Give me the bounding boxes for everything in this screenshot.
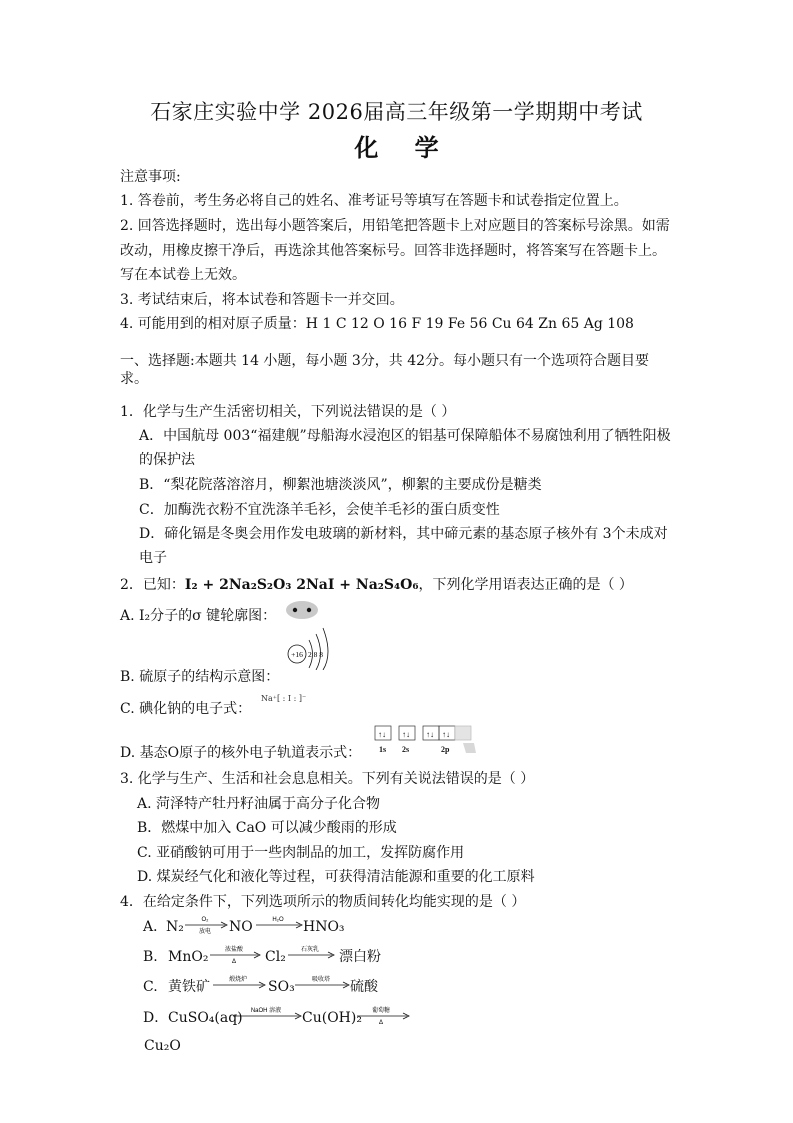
q4-a-species-3: HNO₃ [303,919,345,935]
q2-option-b: B. 硫原子的结构示意图： [120,669,280,685]
q4-b-species-1: MnO₂ [168,949,209,965]
q4-a-species-1: N₂ [166,919,184,935]
q4-c-reagent-2: 吸收塔 [311,977,331,983]
q4-d-arrow-1 [232,1003,302,1025]
q4-d-arrow-2 [356,1003,410,1025]
q4-d-species-1: CuSO₄(aq) [168,1010,243,1026]
q4-a-reagent-1: O₂ [201,917,209,923]
notice-item-2-cont: 改动，用橡皮擦干净后，再选涂其他答案标号。回答非选择题时，将答案写在答题卡上。 [120,243,666,259]
q2-equation: I₂ + 2Na₂S₂O₃ 2NaI + Na₂S₄O₆ [184,577,419,593]
q1-stem: 1．化学与生产生活密切相关，下列说法错误的是（ ） [120,404,456,420]
q4-a-arrow-1 [184,912,228,934]
q2-option-a: A. I₂分子的σ 键轮廓图： [120,608,277,624]
notice-item-4: 4. 可能用到的相对原子质量：H 1 C 12 O 16 F 19 Fe 56 Cu 64 Zn 65 Ag 108 [120,316,634,332]
svg-text:↑↓: ↑↓ [442,730,450,739]
q4-option-d-label: D． [143,1010,169,1026]
q4-b-arrow-1 [209,942,261,964]
notice-item-2: 2. 回答选择题时，选出每小题答案后，用铅笔把答题卡上对应题目的答案标号涂黑。如需 [120,218,670,234]
notice-item-2-cont2: 写在本试卷上无效。 [120,267,246,283]
q1-option-a-cont: 的保护法 [139,452,195,468]
q4-d-species-3: Cu₂O [144,1038,181,1054]
q4-option-b-label: B. [143,949,158,965]
q4-option-c-label: C. [143,979,158,995]
sulfur-shell-electrons: 2 8 8 [308,650,323,659]
sodium-iodide-formula: Na⁺[ : I : ]⁻ [261,694,307,703]
q4-b-species-2: Cl₂ [265,949,286,965]
q2-suffix: ，下列化学用语表达正确的是（ ） [418,577,633,593]
q4-b-condition-1: Δ [231,959,237,964]
orbital-label-2p: 2p [441,745,450,754]
notice-heading: 注意事项: [120,169,181,185]
q3-option-b: B．燃煤中加入 CaO 可以减少酸雨的形成 [137,820,397,836]
q3-option-c: C. 亚硝酸钠可用于一些肉制品的加工，发挥防腐作用 [137,845,465,861]
q4-option-a-label: A． [143,919,168,935]
q4-d-species-2: Cu(OH)₂ [302,1010,362,1026]
q4-d-condition-2: Δ [378,1020,384,1025]
sulfur-nucleus-label: +16 [291,650,303,659]
sigma-bond-diagram [284,600,320,620]
q4-d-reagent-1: NaOH 溶液 [250,1008,282,1014]
q2-option-c: C. 碘化钠的电子式： [120,701,252,717]
q4-a-reagent-2: H₂O [272,917,284,923]
q3-option-d: D. 煤炭经气化和液化等过程，可获得清洁能源和重要的化工原料 [137,869,535,885]
q4-stem: 4．在给定条件下，下列选项所示的物质间转化均能实现的是（ ） [120,894,526,910]
svg-text:↑↓: ↑↓ [378,730,386,739]
q4-c-reagent-1: 煅烧炉 [228,977,248,983]
q4-c-species-1: 黄铁矿 [168,979,210,995]
q1-option-d: D．碲化镉是冬奥会用作发电玻璃的新材料，其中碲元素的基态原子核外有 3个未成对 [139,526,668,542]
q2-prefix: 2．已知： [120,577,185,593]
orbital-label-1s: 1s [379,745,387,754]
notice-item-1: 1. 答卷前，考生务必将自己的姓名、准考证号等填写在答题卡和试卷指定位置上。 [120,193,628,209]
q1-option-b: B．“梨花院落溶溶月，柳絮池塘淡淡风”，柳絮的主要成份是糖类 [139,477,542,493]
q4-a-species-2: NO [229,919,253,935]
q4-b-reagent-2: 石灰乳 [300,947,320,953]
svg-text:↑↓: ↑↓ [402,730,410,739]
orbital-label-2s: 2s [402,745,410,754]
section-heading-cont: 求。 [120,371,148,387]
q4-b-species-3: 漂白粉 [339,949,381,965]
q3-stem: 3. 化学与生产、生活和社会息息相关。下列有关说法错误的是（ ） [120,771,535,787]
q4-b-arrow-2 [287,942,335,964]
exam-title: 石家庄实验中学 2026届高三年级第一学期期中考试 [150,100,643,124]
q3-option-a: A. 菏泽特产牡丹籽油属于高分子化合物 [137,796,381,812]
q4-d-reagent-2: 葡萄糖 [371,1008,391,1014]
q1-option-c: C．加酶洗衣粉不宜洗涤羊毛衫，会使羊毛衫的蛋白质变性 [139,502,500,518]
q1-option-d-cont: 电子 [139,550,167,566]
oxygen-orbital-diagram [374,725,480,757]
q4-a-arrow-2 [255,912,303,934]
q4-b-reagent-1: 浓盐酸 [224,947,244,953]
q2-option-d: D. 基态O原子的核外电子轨道表示式： [120,745,362,761]
sulfur-atom-diagram [285,626,335,670]
q4-c-arrow-2 [294,972,350,994]
subject-title: 化 学 [354,133,453,162]
section-heading: 一、选择题:本题共 14 小题，每小题 3分，共 42分。每小题只有一个选项符合题目要 [120,353,650,369]
q4-c-arrow-1 [212,972,266,994]
notice-item-3: 3. 考试结束后，将本试卷和答题卡一并交回。 [120,292,404,308]
q4-c-species-2: SO₃ [268,979,295,995]
q1-option-a: A．中国航母 003“福建舰”母船海水浸泡区的铝基可保障船体不易腐蚀利用了牺牲阳极 [139,428,671,444]
q4-c-species-3: 硫酸 [350,979,378,995]
q2-stem [120,578,633,592]
q4-a-condition-1: 放电 [198,929,212,934]
svg-text:↑↓: ↑↓ [426,730,434,739]
